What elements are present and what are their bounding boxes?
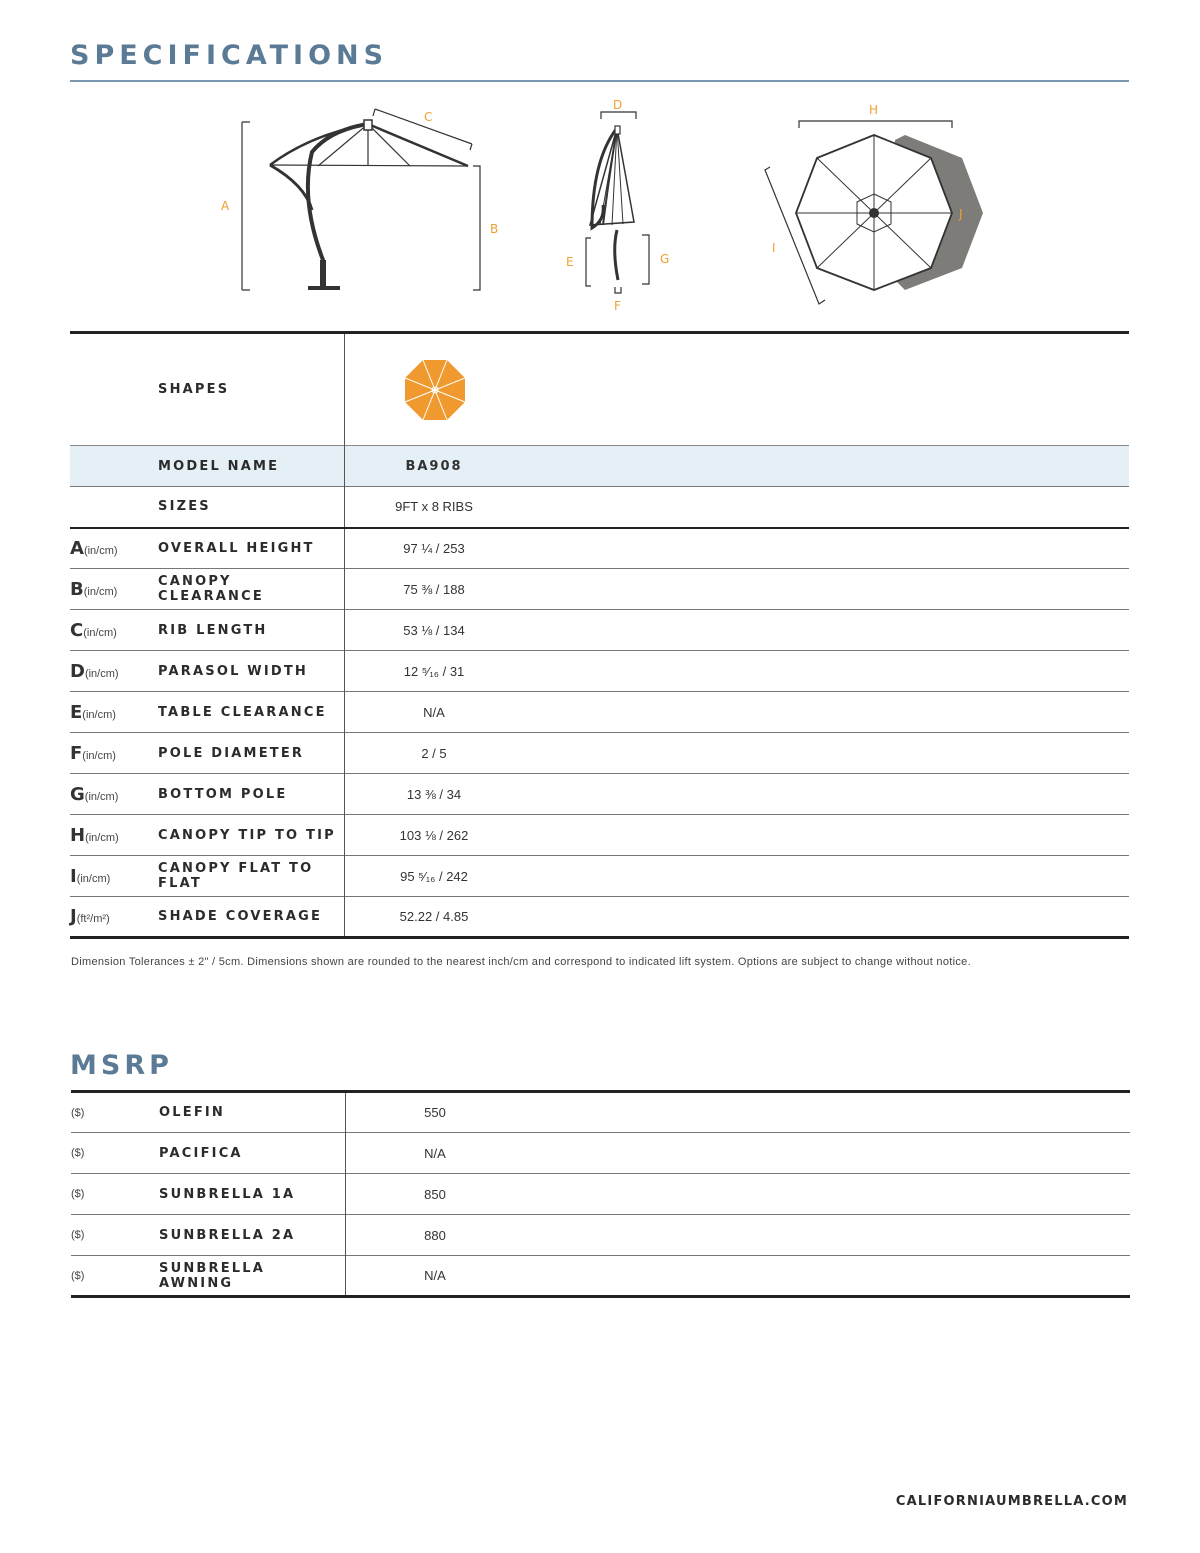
dimension-key [70,815,158,856]
dimension-key [70,774,158,815]
dimension-unit: (in/cm) [84,667,119,680]
model-name-value: BA908 [405,458,463,474]
dimension-letter: I [70,865,77,887]
price-value: N/A [424,1268,446,1283]
dimension-value: 13 ⅜ / 34 [406,786,462,802]
dimension-rows [70,528,1129,938]
price-value: 850 [424,1186,446,1202]
dimension-letter: J [70,906,77,927]
umbrella-dimension-diagram [0,90,1200,320]
dimension-letter: E [70,701,83,723]
dimension-unit: (in/cm) [76,872,111,885]
dimension-key [70,528,158,569]
fabric-label: SUNBRELLA 1A [159,1174,346,1215]
table-row [70,610,1129,651]
dimension-key [70,651,158,692]
dimension-unit: (ft²/m²) [76,913,110,925]
dimension-letter: A [70,537,84,559]
label-c: C [424,110,433,124]
dimension-key [70,856,158,897]
dimension-letter: F [70,742,83,764]
side-view-umbrella-icon [242,109,480,290]
label-h: H [869,103,879,117]
dimension-unit: (in/cm) [83,626,117,639]
label-b: B [490,222,499,236]
specifications-table [70,331,1129,939]
model-row [70,446,1129,487]
dimension-unit: (in/cm) [83,585,118,598]
table-row [70,487,1129,528]
price-value: 880 [424,1227,446,1243]
table-row [70,692,1129,733]
table-row [70,897,1129,938]
octagon-umbrella-icon [403,358,467,422]
dimension-footnote: Dimension Tolerances ± 2" / 5cm. Dimensions shown are rounded to the nearest inch/cm and correspond to indicated lift system. Options are subject to change without notice. [71,956,971,968]
label-e: E [566,255,574,269]
closed-umbrella-icon [586,112,649,293]
website-footer: CALIFORNIAUMBRELLA.COM [895,1494,1128,1509]
shapes-label: SHAPES [158,333,345,446]
dimension-label: CANOPY CLEARANCE [158,569,345,610]
sizes-label: SIZES [158,487,345,528]
dimension-value: 2 / 5 [421,745,447,761]
fabric-label: SUNBRELLA AWNING [159,1256,346,1297]
dimension-value: 53 ⅛ / 134 [403,622,465,638]
table-row [71,1092,1130,1133]
dimension-label: PARASOL WIDTH [158,651,345,692]
dimension-label: OVERALL HEIGHT [158,528,345,569]
table-row [70,733,1129,774]
price-unit: ($) [71,1229,85,1241]
dimension-key [70,569,158,610]
dimension-letter: H [70,824,86,846]
table-row [70,651,1129,692]
dimension-label: TABLE CLEARANCE [158,692,345,733]
dimension-unit: (in/cm) [84,790,119,803]
price-unit: ($) [71,1106,85,1119]
dimension-label: BOTTOM POLE [158,774,345,815]
dimension-key [70,897,158,938]
top-view-canopy-icon [765,121,983,304]
label-g: G [660,252,670,266]
price-unit: ($) [71,1269,85,1282]
label-f: F [614,299,621,313]
dimension-value: 103 ⅛ / 262 [399,827,469,843]
table-row [70,774,1129,815]
dimension-unit: (in/cm) [82,749,116,762]
dimension-key [70,733,158,774]
dimension-letter: G [70,783,85,805]
price-unit: ($) [71,1188,85,1200]
label-d: D [613,98,623,112]
table-row [71,1256,1130,1297]
table-row [71,1174,1130,1215]
msrp-title: MSRP [70,1050,173,1081]
fabric-label: SUNBRELLA 2A [159,1215,346,1256]
table-row [70,528,1129,569]
fabric-label: OLEFIN [159,1092,346,1133]
dimension-letter: C [70,619,84,641]
dimension-unit: (in/cm) [85,831,119,844]
dimension-unit: (in/cm) [82,708,116,721]
sizes-value: 9FT x 8 RIBS [395,499,473,515]
label-a: A [221,199,230,213]
title-divider [70,80,1129,82]
dimension-label: RIB LENGTH [158,610,345,651]
table-row [71,1215,1130,1256]
dimension-value: 75 ⅜ / 188 [403,581,465,597]
table-row [70,569,1129,610]
dimension-letter: B [70,578,84,600]
msrp-rows [71,1092,1130,1297]
price-value: 550 [424,1105,446,1120]
specifications-title: SPECIFICATIONS [70,40,389,71]
dimension-value: 52.22 / 4.85 [399,909,469,924]
dimension-key [70,610,158,651]
model-name-label: MODEL NAME [158,446,345,487]
dimension-label: SHADE COVERAGE [158,897,345,938]
dimension-value: N/A [423,704,445,720]
price-value: N/A [424,1145,446,1161]
dimension-unit: (in/cm) [83,544,118,557]
table-row [70,856,1129,897]
msrp-table [71,1090,1130,1298]
table-row [70,815,1129,856]
dimension-value: 12 ⁵⁄₁₆ / 31 [403,663,465,679]
dimension-letter: D [70,660,85,682]
label-i: I [772,241,776,255]
dimension-label: POLE DIAMETER [158,733,345,774]
dimension-label: CANOPY FLAT TO FLAT [158,856,345,897]
price-unit: ($) [71,1147,85,1159]
dimension-key [70,692,158,733]
label-j: J [959,207,963,221]
fabric-label: PACIFICA [159,1133,346,1174]
table-row [71,1133,1130,1174]
dimension-label: CANOPY TIP TO TIP [158,815,345,856]
dimension-value: 95 ⁵⁄₁₆ / 242 [400,868,468,884]
table-row [70,333,1129,446]
dimension-value: 97 ¼ / 253 [403,540,465,556]
